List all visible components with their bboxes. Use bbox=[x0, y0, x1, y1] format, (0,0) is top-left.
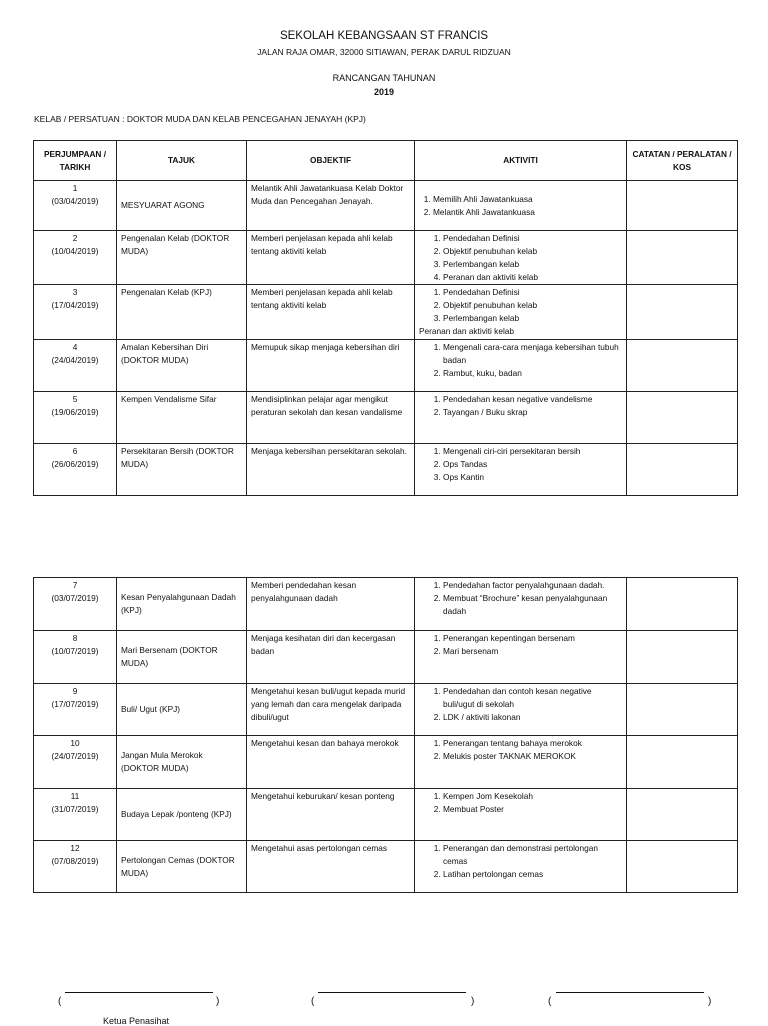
meeting-cell bbox=[34, 684, 117, 736]
objective-cell: Mendisiplinkan pelajar agar mengikut peraturan sekolah dan kesan vandalisme bbox=[247, 391, 415, 443]
meeting-number: 6 bbox=[72, 445, 78, 456]
topic-cell: Kempen Vendalisme Sifar bbox=[117, 391, 247, 443]
annual-plan-table-1 bbox=[33, 140, 738, 496]
col-activity-header: AKTIVITI bbox=[415, 141, 627, 181]
meeting-number: 1 bbox=[72, 183, 78, 193]
meeting-cell bbox=[34, 841, 117, 893]
meeting-date: (03/04/2019) bbox=[51, 195, 99, 206]
topic-cell: Kesan Penyalahgunaan Dadah (KPJ) bbox=[117, 578, 247, 631]
table-row bbox=[34, 285, 738, 339]
notes-cell bbox=[627, 841, 738, 893]
activity-item: 1. Memilih Ahli Jawatankuasa bbox=[433, 193, 622, 206]
topic-cell: Buli/ Ugut (KPJ) bbox=[117, 684, 247, 736]
meeting-number: 12 bbox=[70, 843, 80, 853]
objective-cell: Memberi penjelasan kepada ahli kelab tentang aktiviti kelab bbox=[247, 285, 415, 339]
activity-cell bbox=[415, 285, 627, 339]
objective-cell: Mengetahui kesan dan bahaya merokok bbox=[247, 736, 415, 789]
activity-cell bbox=[415, 789, 627, 841]
col-meeting-header: PERJUMPAAN / TARIKH bbox=[34, 141, 117, 181]
meeting-number: 2 bbox=[72, 233, 78, 243]
meeting-cell bbox=[34, 443, 117, 495]
meeting-date: (07/08/2019) bbox=[51, 855, 99, 866]
activity-item: 1. Pendedahan factor penyalahgunaan dadah. bbox=[443, 579, 622, 592]
topic-cell: Amalan Kebersihan Diri (DOKTOR MUDA) bbox=[117, 339, 247, 391]
activity-item: 3. Perlembangan kelab bbox=[443, 312, 622, 325]
table-row bbox=[34, 391, 738, 443]
notes-cell bbox=[627, 736, 738, 789]
activity-list bbox=[419, 286, 622, 325]
activity-list bbox=[419, 632, 622, 658]
meeting-cell bbox=[34, 231, 117, 285]
meeting-number: 8 bbox=[72, 633, 78, 643]
signature-paren-open-middle: ( bbox=[311, 996, 315, 1007]
activity-item: 2. LDK / aktiviti lakonan bbox=[443, 711, 622, 724]
signature-paren-close-middle: ) bbox=[471, 996, 475, 1007]
notes-cell bbox=[627, 631, 738, 684]
activity-item: 1. Penerangan kepentingan bersenam bbox=[443, 632, 622, 645]
activity-list bbox=[419, 737, 622, 763]
activity-cell bbox=[415, 684, 627, 736]
activity-item: 3. Perlembangan kelab bbox=[443, 258, 622, 271]
meeting-cell bbox=[34, 789, 117, 841]
col-topic-header: TAJUK bbox=[117, 141, 247, 181]
objective-cell: Mengetahui kesan buli/ugut kepada murid yang lemah dan cara mengelak daripada dibuli/ugut bbox=[247, 684, 415, 736]
table-row bbox=[34, 578, 738, 631]
meeting-cell bbox=[34, 285, 117, 339]
meeting-number: 7 bbox=[72, 580, 78, 590]
activity-cell bbox=[415, 736, 627, 789]
activity-cell bbox=[415, 231, 627, 285]
activity-item: 1. Kempen Jom Kesekolah bbox=[443, 790, 622, 803]
activity-item: 1. Penerangan dan demonstrasi pertolongan cemas bbox=[443, 842, 622, 868]
activity-item: 1. Penerangan tentang bahaya merokok bbox=[443, 737, 622, 750]
plan-title: RANCANGAN TAHUNAN bbox=[332, 73, 436, 83]
table-row bbox=[34, 443, 738, 495]
activity-item: 1. Pendedahan kesan negative vandelisme bbox=[443, 393, 622, 406]
table-row bbox=[34, 789, 738, 841]
annual-plan-table-2 bbox=[33, 577, 738, 893]
activity-item: 1. Pendedahan Definisi bbox=[443, 232, 622, 245]
meeting-cell bbox=[34, 736, 117, 789]
activity-item: 1. Pendedahan dan contoh kesan negative buli/ugut di sekolah bbox=[443, 685, 622, 711]
activity-cell bbox=[415, 181, 627, 231]
meeting-date: (17/07/2019) bbox=[51, 698, 99, 709]
meeting-date: (19/06/2019) bbox=[51, 406, 99, 417]
objective-cell: Mengetahui asas pertolongan cemas bbox=[247, 841, 415, 893]
activity-list bbox=[419, 341, 622, 380]
meeting-cell bbox=[34, 181, 117, 231]
signature-paren-close-right: ) bbox=[708, 996, 712, 1007]
signature-line-right bbox=[556, 992, 704, 993]
signature-paren-open-left: ( bbox=[58, 996, 62, 1007]
objective-cell: Memberi pendedahan kesan penyalahgunaan dadah bbox=[247, 578, 415, 631]
meeting-cell bbox=[34, 631, 117, 684]
table-row bbox=[34, 736, 738, 789]
activity-item: 2. Membuat Poster bbox=[443, 803, 622, 816]
topic-cell: Pengenalan Kelab (KPJ) bbox=[117, 285, 247, 339]
club-line: KELAB / PERSATUAN : DOKTOR MUDA DAN KELAB PENCEGAHAN JENAYAH (KPJ) bbox=[34, 114, 366, 124]
col-objective-header: OBJEKTIF bbox=[247, 141, 415, 181]
col-notes-header: CATATAN / PERALATAN / KOS bbox=[627, 141, 738, 181]
activity-list bbox=[419, 445, 622, 484]
notes-cell bbox=[627, 285, 738, 339]
activity-list bbox=[419, 685, 622, 724]
meeting-date: (24/07/2019) bbox=[51, 750, 99, 761]
activity-item: 2. Tayangan / Buku skrap bbox=[443, 406, 622, 419]
topic-cell: Jangan Mula Merokok (DOKTOR MUDA) bbox=[117, 736, 247, 789]
activity-list bbox=[419, 790, 622, 816]
topic-cell: MESYUARAT AGONG bbox=[117, 181, 247, 231]
activity-cell bbox=[415, 841, 627, 893]
meeting-date: (31/07/2019) bbox=[51, 803, 99, 814]
meeting-number: 10 bbox=[70, 738, 80, 748]
meeting-number: 9 bbox=[72, 686, 78, 696]
meeting-number: 5 bbox=[72, 393, 78, 404]
activity-list bbox=[419, 842, 622, 881]
table-row bbox=[34, 181, 738, 231]
meeting-date: (26/06/2019) bbox=[51, 458, 99, 469]
activity-list bbox=[419, 393, 622, 419]
notes-cell bbox=[627, 684, 738, 736]
meeting-date: (24/04/2019) bbox=[51, 354, 99, 365]
activity-item: 2. Objektif penubuhan kelab bbox=[443, 245, 622, 258]
topic-cell: Pengenalan Kelab (DOKTOR MUDA) bbox=[117, 231, 247, 285]
meeting-cell bbox=[34, 339, 117, 391]
topic-cell: Persekitaran Bersih (DOKTOR MUDA) bbox=[117, 443, 247, 495]
notes-cell bbox=[627, 231, 738, 285]
topic-cell: Mari Bersenam (DOKTOR MUDA) bbox=[117, 631, 247, 684]
activity-item: 4. Peranan dan aktiviti kelab bbox=[443, 271, 622, 284]
activity-item: 1. Mengenali ciri-ciri persekitaran bersih bbox=[443, 445, 622, 458]
table-row bbox=[34, 231, 738, 285]
notes-cell bbox=[627, 578, 738, 631]
school-address: JALAN RAJA OMAR, 32000 SITIAWAN, PERAK DARUL RIDZUAN bbox=[257, 47, 511, 57]
activity-item: 3. Ops Kantin bbox=[443, 471, 622, 484]
meeting-number: 4 bbox=[72, 341, 78, 352]
signature-paren-open-right: ( bbox=[548, 996, 552, 1007]
notes-cell bbox=[627, 391, 738, 443]
school-name: SEKOLAH KEBANGSAAN ST FRANCIS bbox=[279, 30, 489, 42]
activity-list bbox=[419, 232, 622, 283]
activity-item: 2. Mari bersenam bbox=[443, 645, 622, 658]
topic-cell: Budaya Lepak /ponteng (KPJ) bbox=[117, 789, 247, 841]
activity-extra-note: Peranan dan aktiviti kelab bbox=[419, 326, 515, 337]
activity-list bbox=[419, 579, 622, 618]
activity-item: 2. Objektif penubuhan kelab bbox=[443, 299, 622, 312]
notes-cell bbox=[627, 181, 738, 231]
activity-item: 2. Melukis poster TAKNAK MEROKOK bbox=[443, 750, 622, 763]
table-row bbox=[34, 631, 738, 684]
notes-cell bbox=[627, 789, 738, 841]
activity-item: 2. Rambut, kuku, badan bbox=[443, 367, 622, 380]
meeting-cell bbox=[34, 578, 117, 631]
objective-cell: Menjaga kesihatan diri dan kecergasan badan bbox=[247, 631, 415, 684]
signature-line-left bbox=[65, 992, 213, 993]
objective-cell: Melantik Ahli Jawatankuasa Kelab Doktor Muda dan Pencegahan Jenayah. bbox=[247, 181, 415, 231]
activity-list bbox=[419, 193, 622, 219]
activity-cell bbox=[415, 443, 627, 495]
meeting-date: (17/04/2019) bbox=[51, 300, 99, 311]
meeting-cell bbox=[34, 391, 117, 443]
topic-cell: Pertolongan Cemas (DOKTOR MUDA) bbox=[117, 841, 247, 893]
table-row bbox=[34, 339, 738, 391]
meeting-date: (10/04/2019) bbox=[51, 245, 99, 256]
meeting-date: (03/07/2019) bbox=[51, 592, 99, 603]
activity-item: 1. Pendedahan Definisi bbox=[443, 286, 622, 299]
notes-cell bbox=[627, 339, 738, 391]
notes-cell bbox=[627, 443, 738, 495]
activity-item: 2. Melantik Ahli Jawatankuasa bbox=[433, 206, 622, 219]
meeting-date: (10/07/2019) bbox=[51, 645, 99, 656]
plan-year: 2019 bbox=[373, 87, 395, 97]
activity-item: 2. Ops Tandas bbox=[443, 458, 622, 471]
table-row bbox=[34, 684, 738, 736]
activity-item: 1. Mengenali cara-cara menjaga kebersihan tubuh badan bbox=[443, 341, 622, 367]
meeting-number: 11 bbox=[70, 791, 80, 801]
activity-cell bbox=[415, 339, 627, 391]
signature-paren-close-left: ) bbox=[216, 996, 220, 1007]
activity-item: 2. Membuat “Brochure” kesan penyalahgunaan dadah bbox=[443, 592, 622, 618]
objective-cell: Memberi penjelasan kepada ahli kelab tentang aktiviti kelab bbox=[247, 231, 415, 285]
signature-line-middle bbox=[318, 992, 466, 993]
objective-cell: Memupuk sikap menjaga kebersihan diri bbox=[247, 339, 415, 391]
objective-cell: Menjaga kebersihan persekitaran sekolah. bbox=[247, 443, 415, 495]
activity-cell bbox=[415, 578, 627, 631]
activity-cell bbox=[415, 631, 627, 684]
meeting-number: 3 bbox=[72, 287, 78, 298]
objective-cell: Mengetahui keburukan/ kesan ponteng bbox=[247, 789, 415, 841]
table-row bbox=[34, 841, 738, 893]
activity-item: 2. Latihan pertolongan cemas bbox=[443, 868, 622, 881]
activity-cell bbox=[415, 391, 627, 443]
signature-role-left: Ketua Penasihat bbox=[103, 1016, 170, 1026]
